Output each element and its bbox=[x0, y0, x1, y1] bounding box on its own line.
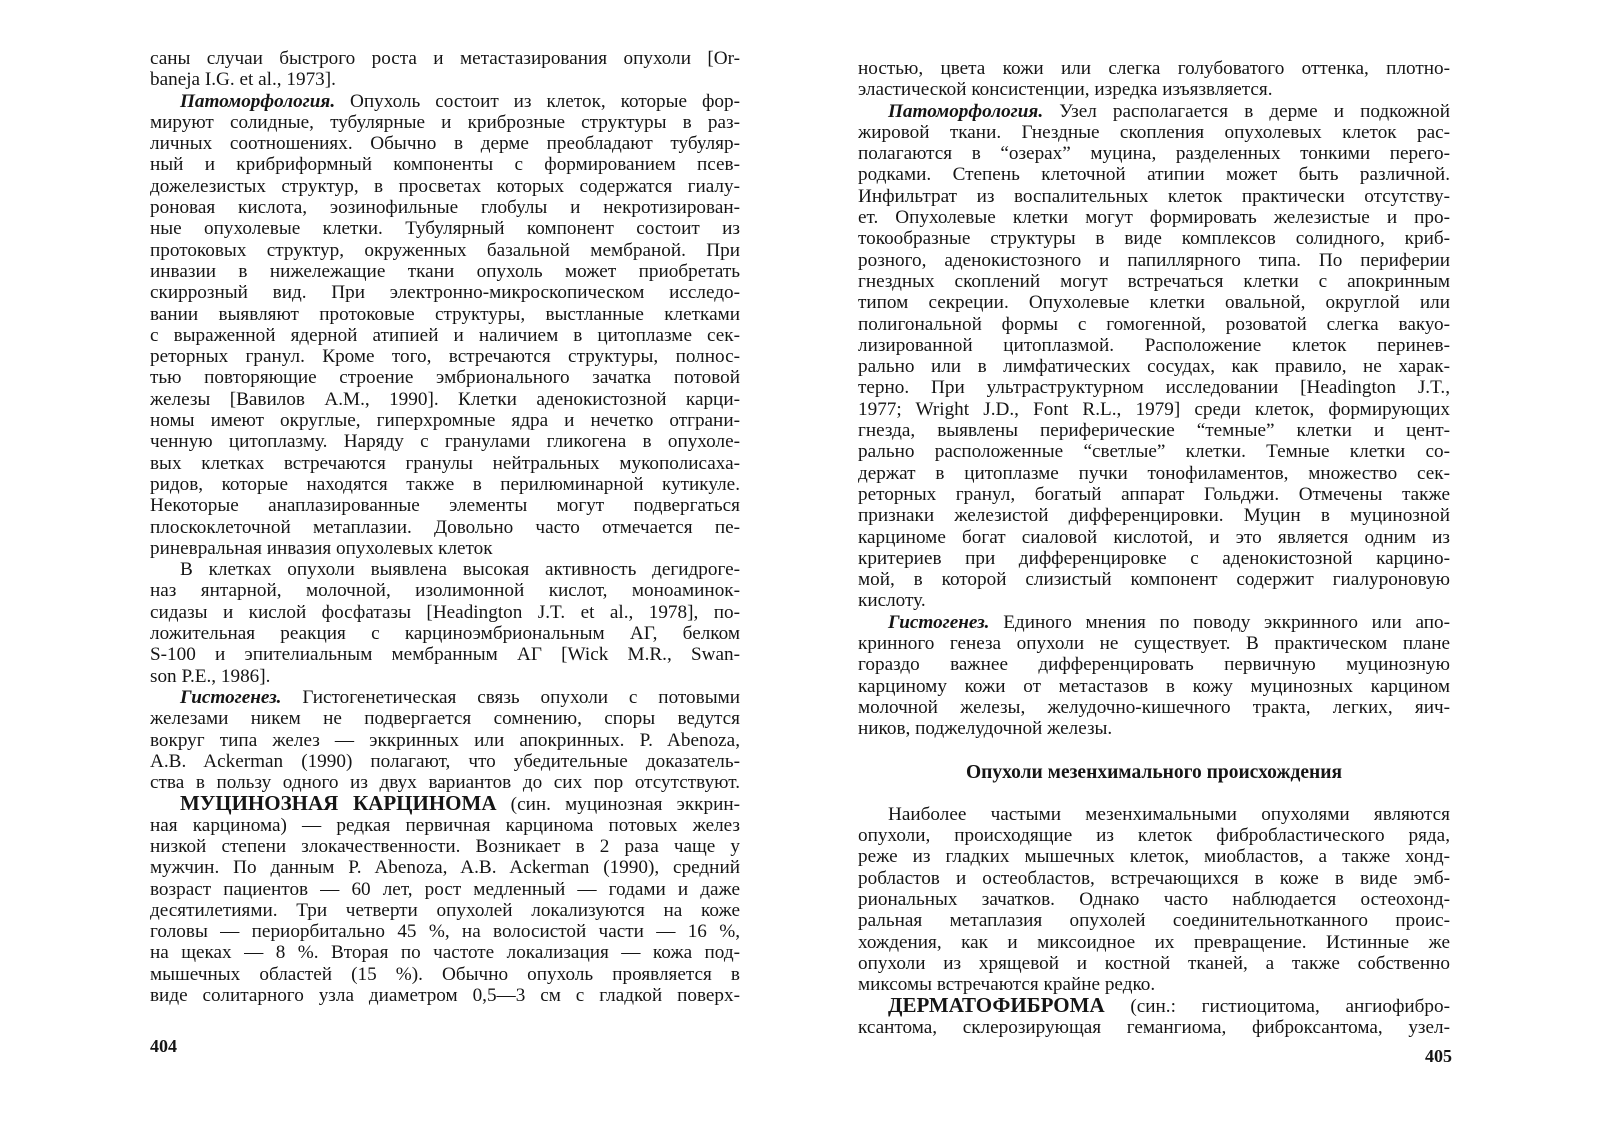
line-text: полагаются в “озерах” муцина, разделенных тонкими перего- bbox=[858, 143, 1450, 165]
text-line bbox=[150, 453, 740, 474]
text-line bbox=[150, 921, 740, 942]
line-text: вых клетках встречаются гранулы нейтральных мукополисаха- bbox=[150, 452, 740, 474]
line-text: S-100 и эпителиальным мембранным АГ [Wick M.R., Swan- bbox=[150, 644, 740, 666]
line-text: терно. При ультраструктурном исследовании [Headington J.T., bbox=[858, 377, 1450, 399]
line-text: мой, в которой слизистый компонент содержит гиалуроновую bbox=[858, 569, 1450, 591]
line-text: номы имеют округлые, гиперхромные ядра и нечетко отграни- bbox=[150, 410, 740, 432]
line-text: карциному кожи от метастазов в кожу муцинозных карцином bbox=[858, 675, 1450, 697]
line-text: эластической консистенции, изредка изъязвляется. bbox=[858, 79, 1273, 101]
text-line bbox=[858, 484, 1450, 505]
text-line bbox=[150, 495, 740, 516]
text-line bbox=[150, 48, 740, 69]
line-text: саны случаи быстрого роста и метастазирования опухоли [Or- bbox=[150, 48, 740, 69]
text-line bbox=[858, 910, 1450, 931]
line-text: мышечных областей (15 %). Обычно опухоль проявляется в bbox=[150, 963, 740, 985]
line-text: жировой ткани. Гнездные скопления опухолевых клеток рас- bbox=[858, 121, 1450, 143]
line-text: плоскоклеточной метаплазии. Довольно часто отмечается пе- bbox=[150, 516, 740, 538]
line-text: вании выявляют протоковые структуры, выстланные клетками bbox=[150, 303, 740, 325]
text-line bbox=[150, 900, 740, 921]
text-line bbox=[858, 271, 1450, 292]
text-line bbox=[150, 431, 740, 452]
line-text: реторных гранул, богатый аппарат Гольджи. Отмечены также bbox=[858, 483, 1450, 505]
text-line bbox=[858, 846, 1450, 867]
line-text: наз янтарной, молочной, изолимонной кислот, моноаминок- bbox=[150, 580, 740, 602]
text-line bbox=[858, 335, 1450, 356]
text-line bbox=[150, 261, 740, 282]
line-text: хождения, как и миксоидное их превращение. Истинные же bbox=[858, 931, 1450, 953]
text-line bbox=[858, 79, 1450, 100]
line-text: гнезда, выявлены периферические “темные” клетки и цент- bbox=[858, 420, 1450, 442]
text-line bbox=[150, 772, 740, 793]
line-text: опухоли, происходящие из клеток фибробластического ряда, bbox=[858, 825, 1450, 847]
line-text: кринного генеза опухоли не существует. В практическом плане bbox=[858, 633, 1450, 655]
text-line bbox=[858, 399, 1450, 420]
text-line bbox=[150, 197, 740, 218]
text-line bbox=[858, 58, 1450, 79]
paragraph-keyword: Гистогенез. bbox=[888, 611, 990, 633]
text-line bbox=[150, 730, 740, 751]
text-line bbox=[150, 325, 740, 346]
text-line bbox=[150, 538, 740, 559]
text-line bbox=[150, 91, 740, 112]
text-line bbox=[150, 133, 740, 154]
left-page-number: 404 bbox=[150, 1036, 177, 1056]
line-text: гораздо важнее дифференцировать первичную муцинозную bbox=[858, 654, 1450, 676]
text-line bbox=[858, 101, 1450, 122]
text-line bbox=[858, 186, 1450, 207]
line-text: с выраженной ядерной атипией и наличием в цитоплазме сек- bbox=[150, 324, 740, 346]
line-text: ный и крибриформный компоненты с формированием псев- bbox=[150, 154, 740, 176]
line-text: роновая кислота, эозинофильные глобулы и некротизирован- bbox=[150, 197, 740, 219]
text-line bbox=[858, 995, 1450, 1016]
text-line bbox=[858, 143, 1450, 164]
line-text: ридов, которые находятся также в перилюминарной кутикуле. bbox=[150, 473, 740, 495]
entry-term: МУЦИНОЗНАЯ КАРЦИНОМА bbox=[180, 793, 497, 815]
text-line bbox=[150, 367, 740, 388]
text-line bbox=[150, 857, 740, 878]
line-text: головы — периорбитально 45 %, на волосистой части — 16 %, bbox=[150, 921, 740, 943]
text-line bbox=[858, 164, 1450, 185]
line-text: ная карцинома) — редкая первичная карцинома потовых желез bbox=[150, 814, 740, 836]
text-line bbox=[150, 389, 740, 410]
line-text: ложительная реакция с карциноэмбриональным АГ, белком bbox=[150, 623, 740, 645]
text-line bbox=[858, 292, 1450, 313]
text-line bbox=[858, 548, 1450, 569]
text-line bbox=[150, 666, 740, 687]
text-line bbox=[150, 879, 740, 900]
text-line bbox=[858, 953, 1450, 974]
text-line bbox=[150, 942, 740, 963]
line-text: сидазы и кислой фосфатазы [Headington J.T. et al., 1978], по- bbox=[150, 601, 740, 623]
text-line bbox=[150, 751, 740, 772]
text-line bbox=[858, 505, 1450, 526]
text-line bbox=[858, 697, 1450, 718]
line-text: типом секреции. Опухолевые клетки овальной, округлой или bbox=[858, 292, 1450, 314]
line-text: на щеках — 8 %. Вторая по частоте локализация — кожа под- bbox=[150, 942, 740, 964]
right-page-number: 405 bbox=[1425, 1046, 1452, 1066]
line-text: низкой степени злокачественности. Возникает в 2 раза чаще у bbox=[150, 835, 740, 857]
text-line bbox=[150, 176, 740, 197]
line-text: тью повторяющие строение эмбрионального зачатка потовой bbox=[150, 367, 740, 389]
text-line bbox=[150, 304, 740, 325]
line-text: Гистогенетическая связь опухоли с потовыми bbox=[281, 686, 740, 708]
line-text: ченную цитоплазму. Наряду с гранулами гликогена в опухоле- bbox=[150, 431, 740, 453]
text-line bbox=[150, 602, 740, 623]
line-text: Узел располагается в дерме и подкожной bbox=[1043, 100, 1450, 122]
text-line bbox=[858, 932, 1450, 953]
line-text: признаки железистой дифференцировки. Муцин в муцинозной bbox=[858, 505, 1450, 527]
text-line bbox=[858, 633, 1450, 654]
line-text: полигональной формы с гомогенной, розоватой слегка вакуо- bbox=[858, 313, 1450, 335]
left-page-text bbox=[150, 48, 740, 1006]
line-text: Единого мнения по поводу эккринного или апо- bbox=[989, 611, 1450, 633]
text-line bbox=[858, 207, 1450, 228]
text-line bbox=[150, 623, 740, 644]
text-line bbox=[150, 815, 740, 836]
line-text: гнездных скоплений могут встречаться клетки с апокринным bbox=[858, 270, 1450, 292]
line-text: 1977; Wright J.D., Font R.L., 1979] среди клеток, формирующих bbox=[858, 398, 1450, 420]
text-line bbox=[150, 282, 740, 303]
text-line bbox=[150, 687, 740, 708]
line-text: возраст пациентов — 60 лет, рост медленный — годами и даже bbox=[150, 878, 740, 900]
text-line bbox=[150, 985, 740, 1006]
text-line bbox=[858, 718, 1450, 739]
text-line bbox=[150, 410, 740, 431]
left-page bbox=[150, 48, 740, 1006]
line-text: ностью, цвета кожи или слегка голубоватого оттенка, плотно- bbox=[858, 58, 1450, 79]
text-line bbox=[858, 441, 1450, 462]
text-line bbox=[858, 250, 1450, 271]
line-text: ные опухолевые клетки. Тубулярный компонент состоит из bbox=[150, 218, 740, 240]
text-line bbox=[858, 420, 1450, 441]
text-line bbox=[858, 228, 1450, 249]
line-text: розного, аденокистозного и папиллярного типа. По периферии bbox=[858, 249, 1450, 271]
text-line bbox=[858, 590, 1450, 611]
text-line bbox=[150, 708, 740, 729]
line-text: личных соотношениях. Обычно в дерме преобладают тубуляр- bbox=[150, 133, 740, 155]
text-line bbox=[150, 112, 740, 133]
text-line bbox=[858, 377, 1450, 398]
paragraph-keyword: Патоморфология. bbox=[180, 90, 336, 112]
line-text: вокруг типа желез — эккринных или апокринных. P. Abenoza, bbox=[150, 729, 740, 751]
text-line bbox=[150, 964, 740, 985]
line-text: держат в цитоплазме пучки тонофиламентов, множество сек- bbox=[858, 462, 1450, 484]
text-line bbox=[858, 356, 1450, 377]
line-text: Некоторые анаплазированные элементы могут подвергаться bbox=[150, 495, 740, 517]
line-text: токообразные структуры в виде комплексов солидного, криб- bbox=[858, 228, 1450, 250]
line-text: миксомы встречаются крайне редко. bbox=[858, 974, 1156, 996]
text-line bbox=[150, 836, 740, 857]
line-text: ксантома, склерозирующая гемангиома, фиброксантома, узел- bbox=[858, 1016, 1450, 1038]
line-text: десятилетиями. Три четверти опухолей локализуются на коже bbox=[150, 899, 740, 921]
section-heading: Опухоли мезенхимального происхождения bbox=[965, 761, 1343, 783]
text-line bbox=[150, 559, 740, 580]
line-text: Опухоль состоит из клеток, которые фор- bbox=[335, 90, 740, 112]
text-line bbox=[150, 240, 740, 261]
line-text: son P.E., 1986]. bbox=[150, 665, 271, 687]
text-line bbox=[858, 974, 1450, 995]
text-line bbox=[858, 569, 1450, 590]
line-text: ников, поджелудочной железы. bbox=[858, 718, 1113, 740]
line-text: лизированной цитоплазмой. Расположение клеток перинев- bbox=[858, 334, 1450, 356]
line-text: ральная метаплазия опухолей соединительнотканного проис- bbox=[858, 910, 1450, 932]
text-line bbox=[858, 122, 1450, 143]
line-text: Инфильтрат из воспалительных клеток практически отсутству- bbox=[858, 185, 1450, 207]
line-text: скиррозный вид. При электронно-микроскопическом исследо- bbox=[150, 282, 740, 304]
line-text: ет. Опухолевые клетки могут формировать железистые и про- bbox=[858, 207, 1450, 229]
line-text: реже из гладких мышечных клеток, миобластов, а также хонд- bbox=[858, 846, 1450, 868]
text-line bbox=[150, 517, 740, 538]
line-text: мируют солидные, тубулярные и криброзные структуры в раз- bbox=[150, 111, 740, 133]
line-text: опухоли из хрящевой и костной тканей, а также собственно bbox=[858, 952, 1450, 974]
text-line bbox=[150, 346, 740, 367]
text-line bbox=[858, 825, 1450, 846]
line-text: A.B. Ackerman (1990) полагают, что убедительные доказатель- bbox=[150, 750, 740, 772]
line-text: кислоту. bbox=[858, 590, 926, 612]
text-line bbox=[150, 474, 740, 495]
line-text: (син.: гистиоцитома, ангиофибро- bbox=[1104, 996, 1450, 1017]
line-text: Наиболее частыми мезенхимальными опухолями являются bbox=[888, 803, 1450, 825]
text-line bbox=[150, 580, 740, 601]
paragraph-keyword: Гистогенез. bbox=[180, 686, 282, 708]
line-text: baneja I.G. et al., 1973]. bbox=[150, 69, 336, 91]
line-text: протоковых структур, окруженных базальной мембраной. При bbox=[150, 239, 740, 261]
right-page-text-top bbox=[858, 58, 1450, 740]
right-page bbox=[858, 58, 1450, 1038]
text-line bbox=[858, 314, 1450, 335]
line-text: молочной железы, желудочно-кишечного тракта, легких, яич- bbox=[858, 696, 1450, 718]
paragraph-keyword: Патоморфология. bbox=[888, 100, 1044, 122]
text-line bbox=[858, 463, 1450, 484]
text-line bbox=[858, 1017, 1450, 1038]
line-text: риональных зачатков. Однако часто наблюдается остеохонд- bbox=[858, 888, 1450, 910]
line-text: рально или в лимфатических сосудах, как правило, не харак- bbox=[858, 356, 1450, 378]
text-line bbox=[858, 889, 1450, 910]
text-line bbox=[858, 527, 1450, 548]
line-text: виде солитарного узла диаметром 0,5—3 см с гладкой поверх- bbox=[150, 985, 740, 1007]
right-page-text-bottom bbox=[858, 804, 1450, 1038]
line-text: дожелезистых структур, в просветах которых содержатся гиалу- bbox=[150, 175, 740, 197]
line-text: железы [Вавилов А.М., 1990]. Клетки аденокистозной карци- bbox=[150, 388, 740, 410]
text-line bbox=[858, 676, 1450, 697]
text-line bbox=[150, 69, 740, 90]
text-line bbox=[150, 644, 740, 665]
line-text: В клетках опухоли выявлена высокая активность дегидроге- bbox=[180, 559, 740, 581]
text-line bbox=[150, 793, 740, 814]
text-line bbox=[858, 868, 1450, 889]
line-text: ства в пользу одного из двух вариантов до сих пор отсутствуют. bbox=[150, 772, 740, 794]
line-text: рально расположенные “светлые” клетки. Темные клетки со- bbox=[858, 441, 1450, 463]
text-line bbox=[150, 218, 740, 239]
line-text: (син. муцинозная эккрин- bbox=[496, 794, 740, 815]
line-text: риневральная инвазия опухолевых клеток bbox=[150, 537, 493, 559]
line-text: железами никем не подвергается сомнению, споры ведутся bbox=[150, 708, 740, 730]
text-line bbox=[150, 154, 740, 175]
line-text: критериев при дифференцировке с аденокистозной карцино- bbox=[858, 547, 1450, 569]
text-line bbox=[858, 654, 1450, 675]
line-text: мужчин. По данным P. Abenoza, A.B. Ackerman (1990), средний bbox=[150, 857, 740, 879]
text-line bbox=[858, 804, 1450, 825]
line-text: родками. Степень клеточной атипии может быть различной. bbox=[858, 164, 1450, 186]
line-text: реторных гранул. Кроме того, встречаются структуры, полнос- bbox=[150, 346, 740, 368]
line-text: инвазии в нижележащие ткани опухоль может приобретать bbox=[150, 260, 740, 282]
entry-term: ДЕРМАТОФИБРОМА bbox=[888, 995, 1105, 1017]
line-text: карциноме богат сиаловой кислотой, и это является одним из bbox=[858, 526, 1450, 548]
line-text: робластов и остеобластов, встречающихся в коже в виде эмб- bbox=[858, 867, 1450, 889]
text-line bbox=[858, 612, 1450, 633]
